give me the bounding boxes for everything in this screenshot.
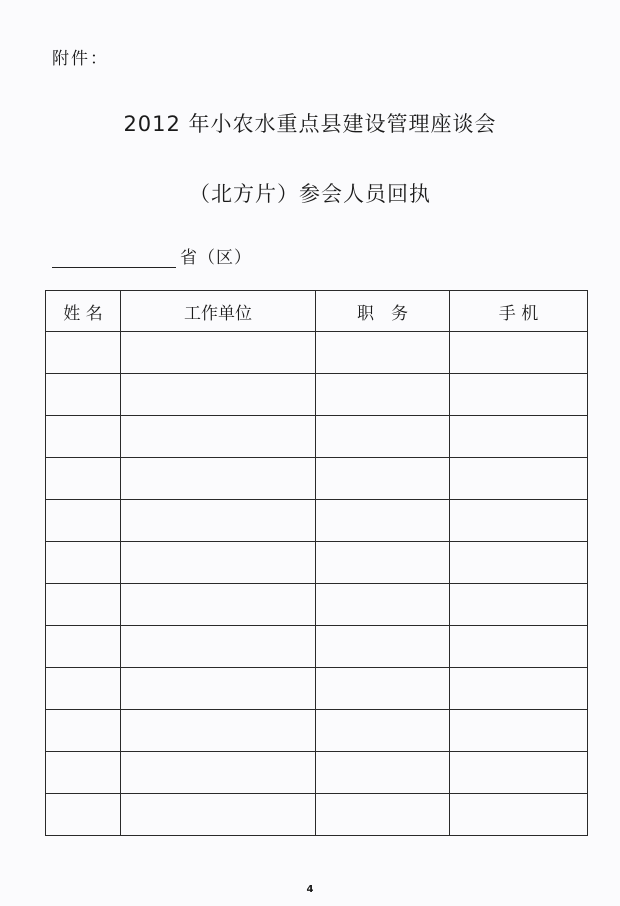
table-row bbox=[46, 794, 588, 836]
table-row bbox=[46, 416, 588, 458]
attendee-table bbox=[45, 290, 588, 836]
table-row bbox=[46, 668, 588, 710]
position-cell[interactable] bbox=[316, 374, 450, 416]
work-unit-cell[interactable] bbox=[121, 626, 316, 668]
work-unit-cell[interactable] bbox=[121, 416, 316, 458]
position-cell[interactable] bbox=[316, 752, 450, 794]
work-unit-cell[interactable] bbox=[121, 542, 316, 584]
document-subtitle: （北方片）参会人员回执 bbox=[189, 182, 431, 206]
name-cell[interactable] bbox=[46, 584, 121, 626]
mobile-cell[interactable] bbox=[450, 500, 588, 542]
work-unit-cell[interactable] bbox=[121, 668, 316, 710]
work-unit-cell[interactable] bbox=[121, 794, 316, 836]
province-field bbox=[52, 243, 252, 268]
name-cell[interactable] bbox=[46, 668, 121, 710]
table-row bbox=[46, 584, 588, 626]
position-cell[interactable] bbox=[316, 542, 450, 584]
table-header-row bbox=[46, 291, 588, 332]
mobile-cell[interactable] bbox=[450, 584, 588, 626]
work-unit-cell[interactable] bbox=[121, 500, 316, 542]
mobile-cell[interactable] bbox=[450, 710, 588, 752]
mobile-cell[interactable] bbox=[450, 374, 588, 416]
name-cell[interactable] bbox=[46, 794, 121, 836]
mobile-cell[interactable] bbox=[450, 626, 588, 668]
header-work-unit: 工作单位 bbox=[121, 291, 316, 332]
position-cell[interactable] bbox=[316, 584, 450, 626]
mobile-cell[interactable] bbox=[450, 458, 588, 500]
position-cell[interactable] bbox=[316, 710, 450, 752]
name-cell[interactable] bbox=[46, 626, 121, 668]
header-mobile: 手 机 bbox=[450, 291, 588, 332]
work-unit-cell[interactable] bbox=[121, 374, 316, 416]
name-cell[interactable] bbox=[46, 332, 121, 374]
mobile-cell[interactable] bbox=[450, 794, 588, 836]
mobile-cell[interactable] bbox=[450, 752, 588, 794]
table-row bbox=[46, 710, 588, 752]
work-unit-cell[interactable] bbox=[121, 710, 316, 752]
position-cell[interactable] bbox=[316, 794, 450, 836]
table-row bbox=[46, 542, 588, 584]
position-cell[interactable] bbox=[316, 416, 450, 458]
position-cell[interactable] bbox=[316, 500, 450, 542]
document-title: 2012 年小农水重点县建设管理座谈会 bbox=[123, 112, 497, 136]
name-cell[interactable] bbox=[46, 416, 121, 458]
header-name: 姓 名 bbox=[46, 291, 121, 332]
mobile-cell[interactable] bbox=[450, 416, 588, 458]
position-cell[interactable] bbox=[316, 458, 450, 500]
table-row bbox=[46, 332, 588, 374]
table-row bbox=[46, 626, 588, 668]
name-cell[interactable] bbox=[46, 752, 121, 794]
position-cell[interactable] bbox=[316, 332, 450, 374]
work-unit-cell[interactable] bbox=[121, 752, 316, 794]
name-cell[interactable] bbox=[46, 374, 121, 416]
header-position: 职 务 bbox=[316, 291, 450, 332]
table-row bbox=[46, 752, 588, 794]
name-cell[interactable] bbox=[46, 458, 121, 500]
province-suffix-label: 省（区） bbox=[180, 248, 252, 268]
mobile-cell[interactable] bbox=[450, 542, 588, 584]
work-unit-cell[interactable] bbox=[121, 584, 316, 626]
work-unit-cell[interactable] bbox=[121, 458, 316, 500]
province-blank-line[interactable] bbox=[52, 249, 176, 268]
name-cell[interactable] bbox=[46, 710, 121, 752]
name-cell[interactable] bbox=[46, 500, 121, 542]
table-row bbox=[46, 374, 588, 416]
attachment-label: 附件： bbox=[52, 49, 109, 69]
position-cell[interactable] bbox=[316, 626, 450, 668]
mobile-cell[interactable] bbox=[450, 668, 588, 710]
table-row bbox=[46, 500, 588, 542]
name-cell[interactable] bbox=[46, 542, 121, 584]
work-unit-cell[interactable] bbox=[121, 332, 316, 374]
table-row bbox=[46, 458, 588, 500]
mobile-cell[interactable] bbox=[450, 332, 588, 374]
position-cell[interactable] bbox=[316, 668, 450, 710]
page-number: 4 bbox=[306, 884, 314, 895]
